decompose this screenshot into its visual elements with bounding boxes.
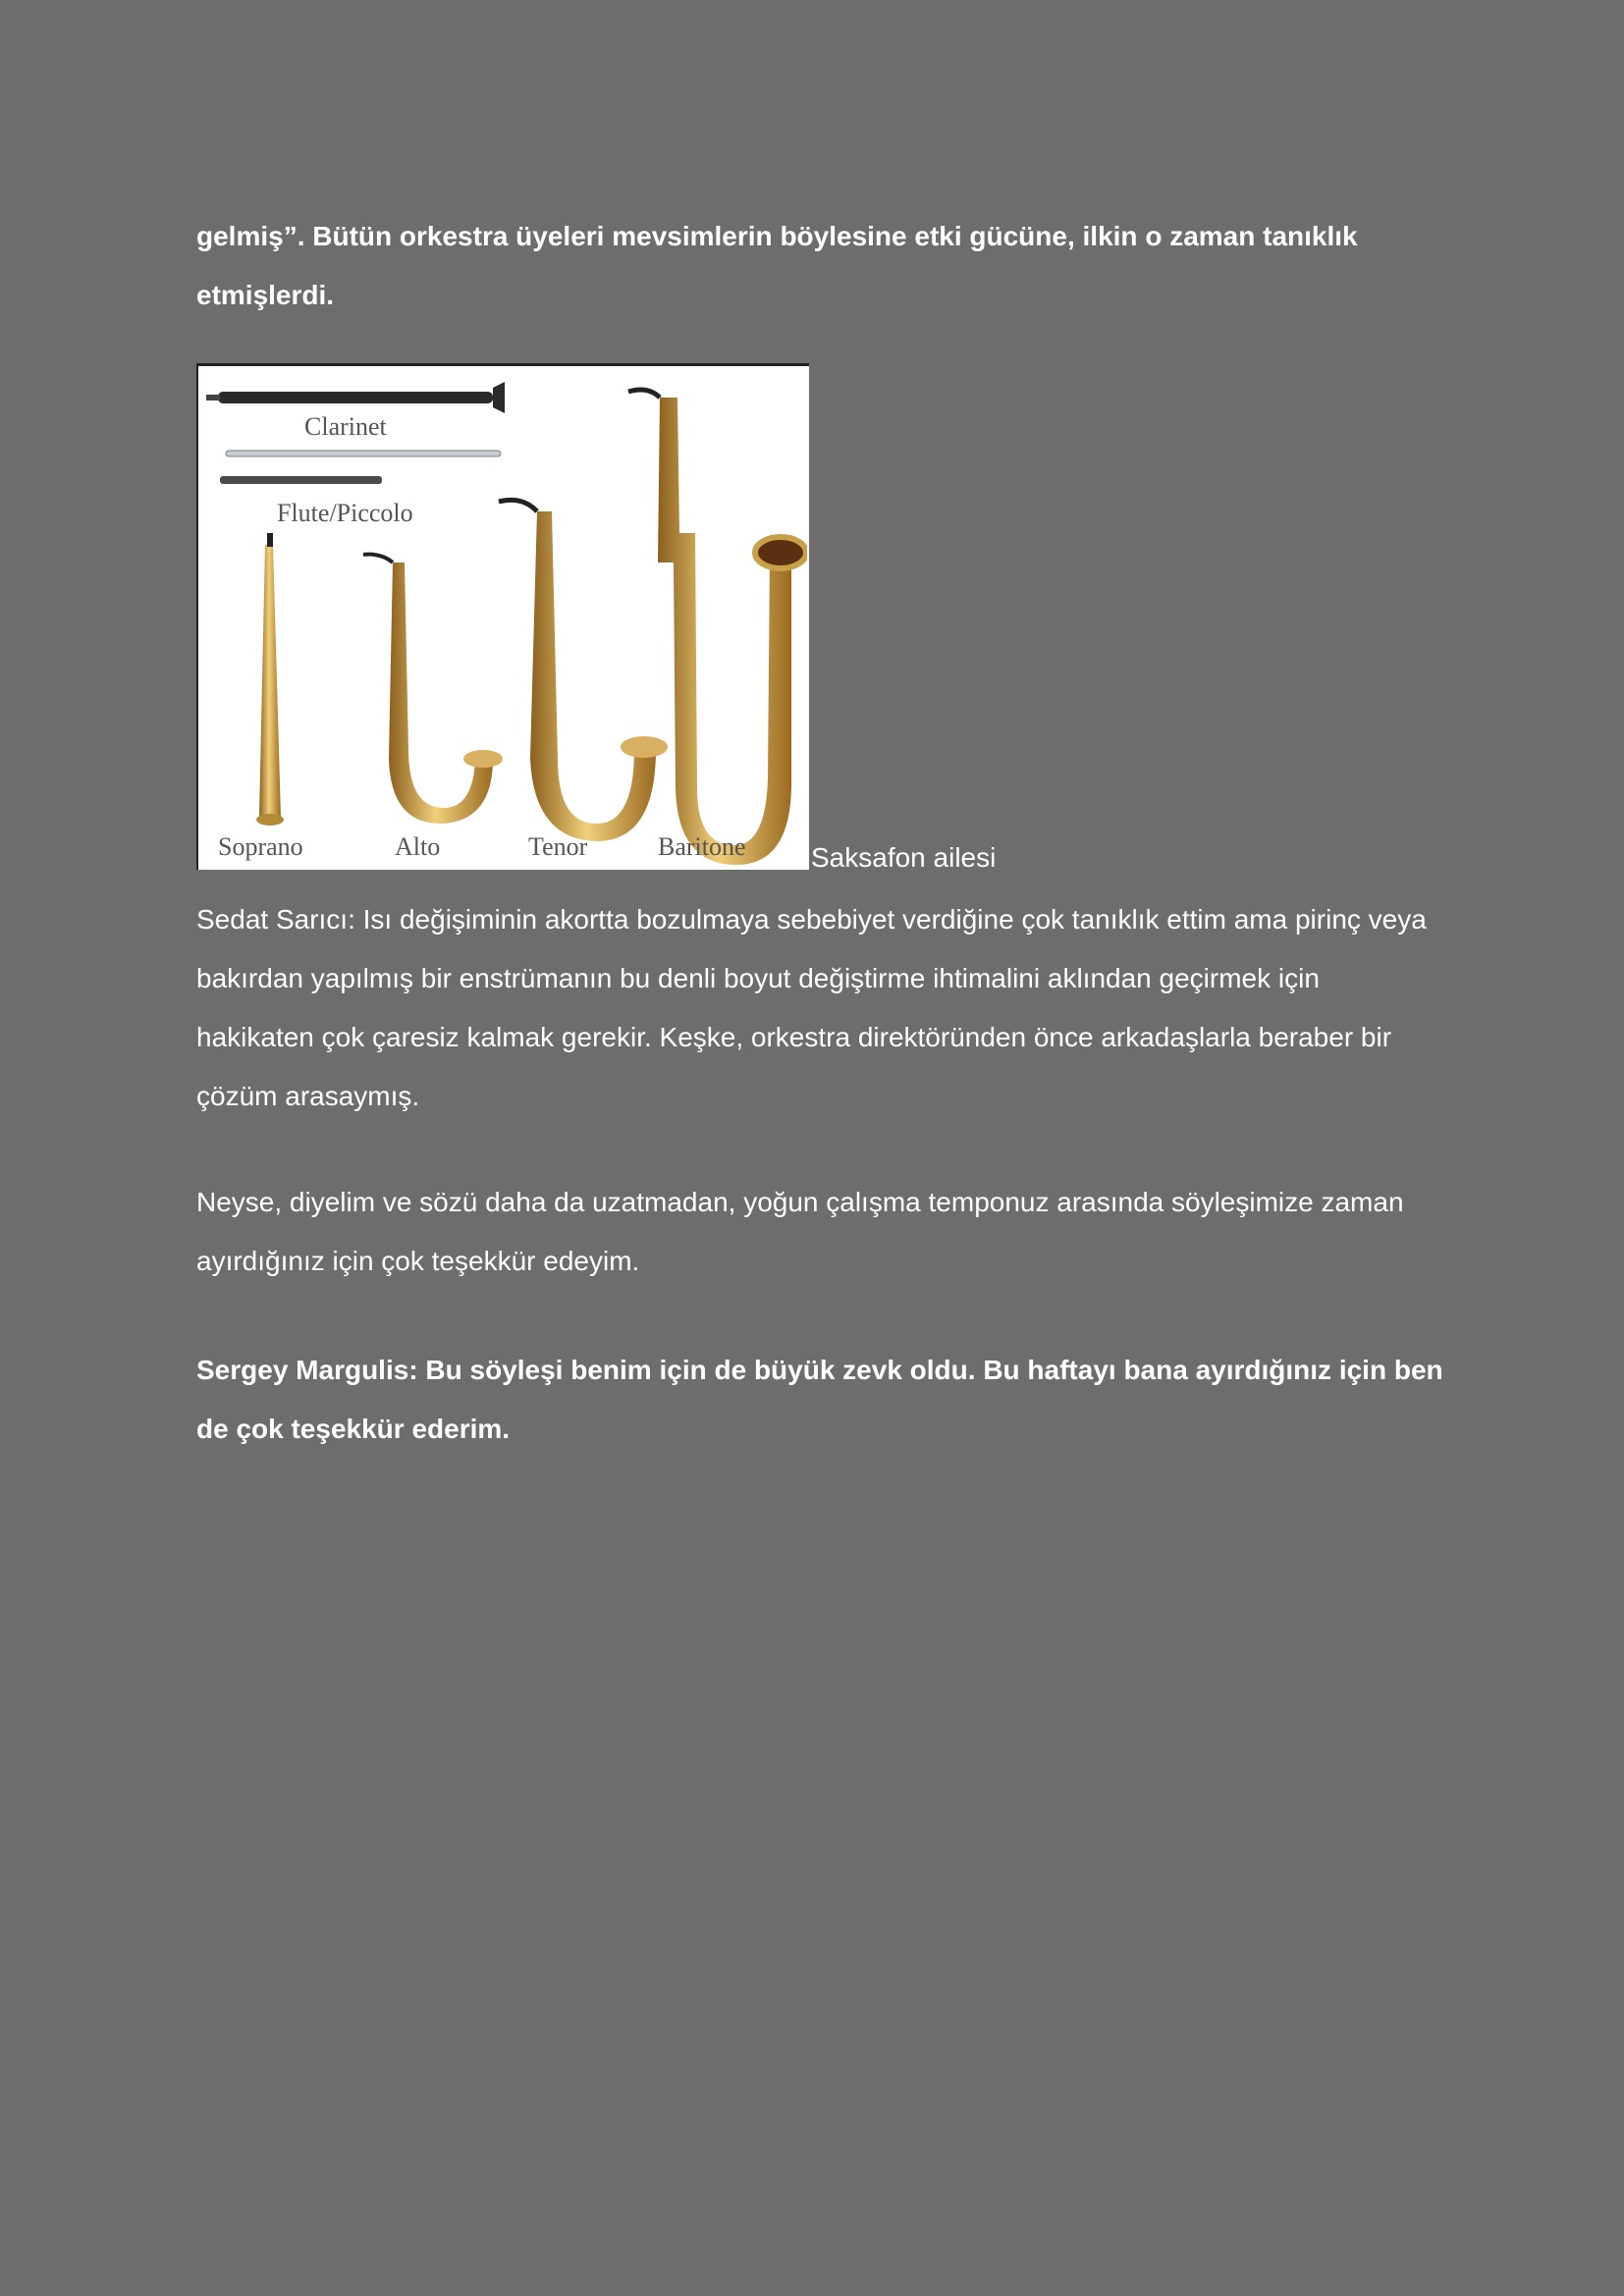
paragraph-intro: gelmiş”. Bütün orkestra üyeleri mevsimlerin böylesine etki gücüne, ilkin o zaman tanıklık etmişlerdi. (196, 221, 1358, 310)
instrument-image (196, 363, 809, 870)
tenor-sax-icon (499, 500, 668, 841)
label-clarinet: Clarinet (304, 412, 387, 441)
label-alto: Alto (395, 832, 441, 861)
flute-icon (220, 451, 501, 484)
figure-row (196, 363, 1443, 874)
paragraph-closing-question: Neyse, diyelim ve sözü daha da uzatmadan, yoğun çalışma temponuz arasında söyleşimize zaman ayırdığınız için çok teşekkür edeyim. (196, 1187, 1404, 1276)
label-tenor: Tenor (528, 832, 588, 861)
instrument-illustration (198, 366, 807, 870)
clarinet-icon (206, 382, 505, 413)
baritone-sax-icon (628, 390, 806, 865)
alto-sax-icon (363, 555, 503, 824)
paragraph-sergey: Sergey Margulis: Bu söyleşi benim için de büyük zevk oldu. Bu haftayı bana ayırdığınız için ben de çok teşekkür ederim. (196, 1355, 1443, 1444)
label-soprano: Soprano (218, 832, 303, 861)
soprano-sax-icon (256, 533, 284, 826)
label-flute: Flute/Piccolo (277, 499, 413, 527)
paragraph-sedat: Sedat Sarıcı: Isı değişiminin akortta bozulmaya sebebiyet verdiğine çok tanıklık ettim ama pirinç veya bakırdan yapılmış bir enstrümanın bu denli boyut değiştirme ihtimalini aklından geçirmek için hakikaten çok çaresiz kalmak gerekir. Keşke, orkestra direktöründen önce arkadaşlarla beraber bir çözüm arasaymış. (196, 904, 1427, 1111)
image-caption: Saksafon ailesi (811, 842, 997, 873)
label-baritone: Baritone (658, 832, 746, 861)
